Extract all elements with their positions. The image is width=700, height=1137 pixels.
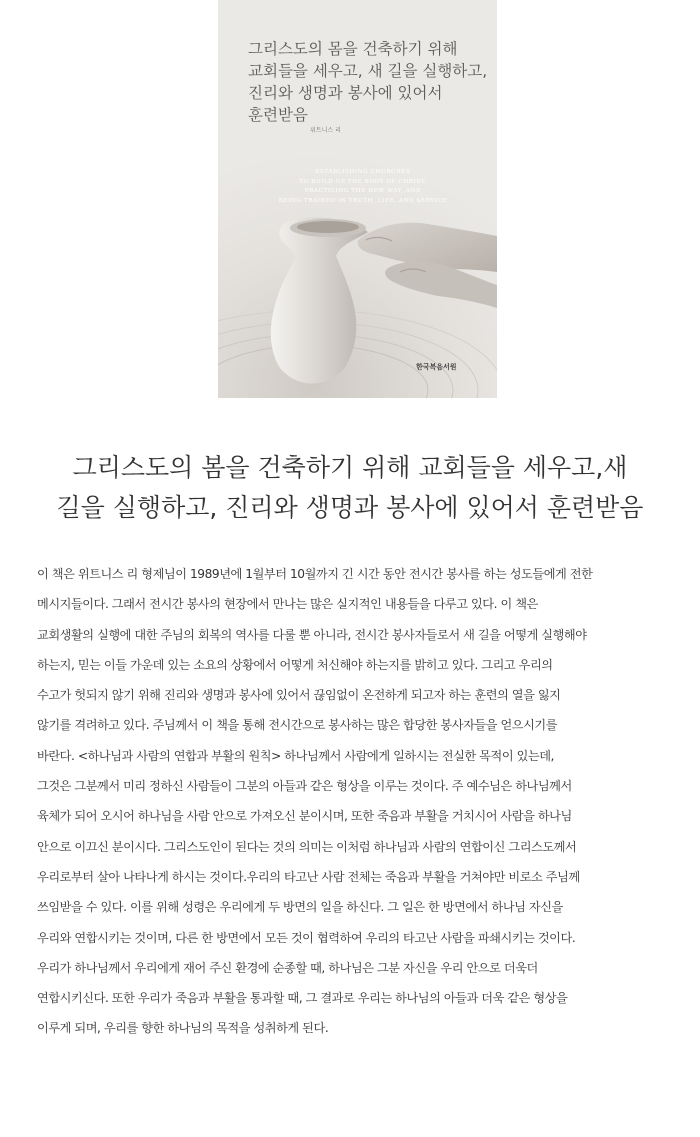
description-line: 바란다. <하나님과 사람의 연합과 부활의 원칙> 하나님께서 사람에게 일하시는 전실한 목적이 있는데, [37,748,554,763]
description-line: 교회생활의 실행에 대한 주님의 회복의 역사를 다룰 뿐 아니라, 전시간 봉사자들로서 새 길을 어떻게 실행해야 [37,627,587,642]
description-line: 하는지, 믿는 이들 가운데 있는 소요의 상황에서 어떻게 처신해야 하는지를 밝히고 있다. 그리고 우리의 [37,657,553,672]
description-line: 쓰임받을 수 있다. 이를 위해 성령은 우리에게 두 방면의 일을 하신다. 그 일은 한 방면에서 하나님 자신을 [37,900,563,915]
headline-line: 그리스도의 봄을 건축하기 위해 교회들을 세우고,새 [72,453,628,482]
cover-english-line: PRACTICING THE NEW WAY, AND [304,188,422,194]
description-line: 수고가 헛되지 않기 위해 진리와 생명과 봉사에 있어서 끊임없이 온전하게 되고자 하는 훈련의 열을 잃지 [37,688,561,703]
description-line: 그것은 그분께서 미리 정하신 사람들이 그분의 아들과 같은 형상을 이루는 것이다. 주 예수님은 하나님께서 [37,779,572,794]
cover-title-line: 훈련받음 [248,106,308,124]
cover-english-line: ESTABLISHING CHURCHES [315,169,411,175]
cover-author: 위트니스 리 [310,127,341,134]
description-line: 연합시키신다. 또한 우리가 죽음과 부활을 통과할 때, 그 결과로 우리는 하나님의 아들과 더욱 같은 형상을 [37,991,568,1006]
description-line: 이 책은 위트니스 리 형제님이 1989년에 1월부터 10월까지 긴 시간 동안 전시간 봉사를 하는 성도들에게 전한 [37,567,593,581]
headline-line: 길을 실행하고, 진리와 생명과 봉사에 있어서 훈련받음 [56,493,644,522]
cover-publisher: 한국복음서원 [416,363,457,371]
cover-english-title [258,168,468,206]
book-cover [218,0,497,398]
cover-title-line: 진리와 생명과 봉사에 있어서 [248,84,443,102]
book-headline [10,448,690,528]
description-line: 우리로부터 살아 나타나게 하시는 것이다.우리의 타고난 사람 전체는 죽음과 부활을 거쳐야만 비로소 주님께 [37,869,580,884]
description-line: 이루게 되며, 우리를 향한 하나님의 목적을 성취하게 된다. [37,1021,329,1036]
description-line: 안으로 이끄신 분이시다. 그리스도인이 된다는 것의 의미는 이처럼 하나님과 사람의 연합이신 그리스도께서 [37,839,577,854]
description-line: 우리와 연합시키는 것이며, 다른 한 방면에서 모든 것이 협력하여 우리의 타고난 사람을 파쇄시키는 것이다. [37,930,576,945]
description-line: 우리가 하나님께서 우리에게 재어 주신 환경에 순종할 때, 하나님은 그분 자신을 우리 안으로 더욱더 [37,960,538,975]
cover-title [248,38,493,126]
description-line: 메시지들이다. 그래서 전시간 봉사의 현장에서 만나는 많은 실지적인 내용들을 다루고 있다. 이 책은 [37,597,538,612]
cover-english-line: BEING TRAINED IN TRUTH, LIFE, AND SERVICE [278,197,448,204]
book-description [37,559,677,1044]
description-line: 않기를 격려하고 있다. 주님께서 이 책을 통해 전시간으로 봉사하는 많은 합당한 봉사자들을 얻으시기를 [37,718,558,733]
cover-title-line: 그리스도의 몸을 건축하기 위해 [248,40,458,58]
cover-english-line: TO BUILD UP THE BODY OF CHRIST, [299,178,427,185]
cover-title-line: 교회들을 세우고, 새 길을 실행하고, [248,62,488,80]
description-line: 육체가 되어 오시어 하나님을 사람 안으로 가져오신 분이시며, 또한 죽음과 부활을 거치시어 사람을 하나님 [37,809,572,824]
